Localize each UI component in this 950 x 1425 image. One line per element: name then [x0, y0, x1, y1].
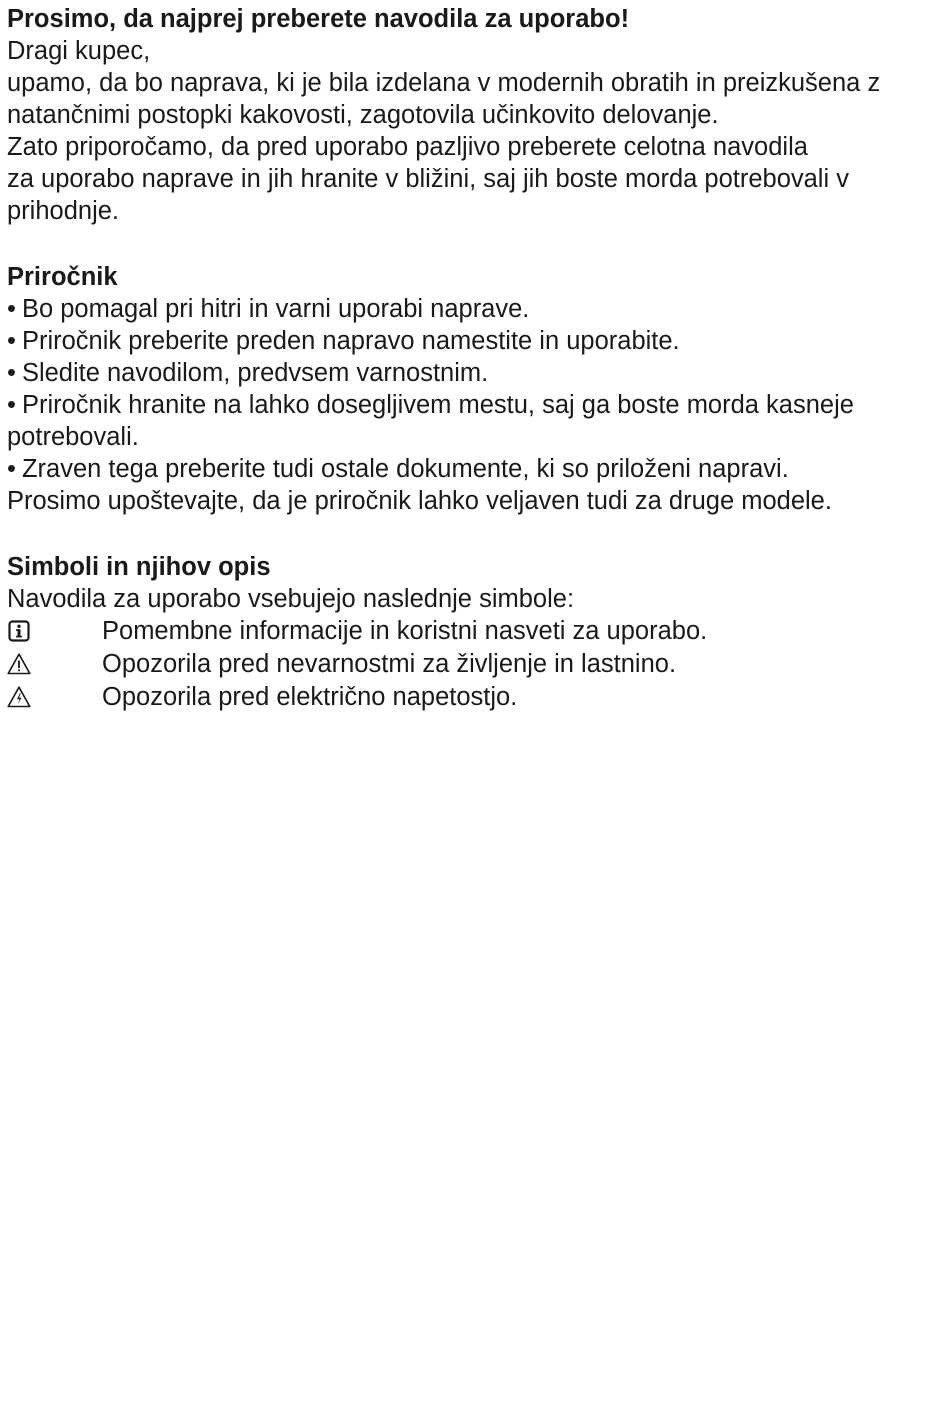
- intro-line: Zato priporočamo, da pred uporabo pazljivo preberete celotna navodila: [7, 133, 808, 161]
- symbol-description: Pomembne informacije in koristni nasveti za uporabo.: [102, 617, 708, 645]
- bullet-dot: •: [7, 391, 16, 419]
- manual-bullet-text: Priročnik preberite preden napravo namestite in uporabite.: [21, 327, 680, 355]
- warning-triangle-icon: [7, 652, 31, 676]
- symbols-intro: Navodila za uporabo vsebujejo naslednje simbole:: [7, 585, 575, 613]
- intro-line: upamo, da bo naprava, ki je bila izdelana v modernih obratih in preizkušena z: [7, 69, 881, 97]
- manual-bullet-text: Zraven tega preberite tudi ostale dokumente, ki so priloženi napravi.: [21, 455, 789, 483]
- manual-bullet: [7, 389, 937, 421]
- symbol-row-warning: [7, 648, 937, 681]
- intro-line: prihodnje.: [7, 197, 119, 225]
- section-gap: [7, 517, 937, 551]
- electric-warning-icon: [7, 685, 31, 709]
- bullet-dot: •: [7, 327, 16, 355]
- intro-title: Prosimo, da najprej preberete navodila za uporabo!: [7, 5, 630, 33]
- intro-line: Dragi kupec,: [7, 37, 151, 65]
- manual-bullet: [7, 453, 937, 485]
- manual-bullet: [7, 357, 937, 389]
- bullet-dot: •: [7, 295, 16, 323]
- manual-bullet-text: Priročnik hranite na lahko dosegljivem mestu, saj ga boste morda kasneje: [21, 391, 854, 419]
- manual-note: Prosimo upoštevajte, da je priročnik lahko veljaven tudi za druge modele.: [7, 487, 832, 515]
- bullet-dot: •: [7, 359, 16, 387]
- symbol-description: Opozorila pred električno napetostjo.: [102, 683, 518, 711]
- info-icon: [7, 619, 31, 643]
- manual-bullet-text: Bo pomagal pri hitri in varni uporabi naprave.: [21, 295, 530, 323]
- symbol-description: Opozorila pred nevarnostmi za življenje in lastnino.: [102, 650, 677, 678]
- bullet-dot: •: [7, 455, 16, 483]
- intro-line: natančnimi postopki kakovosti, zagotovila učinkovito delovanje.: [7, 101, 719, 129]
- manual-bullet-text: Sledite navodilom, predvsem varnostnim.: [21, 359, 489, 387]
- manual-bullet: [7, 293, 937, 325]
- symbol-row-electric: [7, 681, 937, 714]
- manual-bullet: [7, 325, 937, 357]
- manual-title: Priročnik: [7, 263, 118, 291]
- document-page: [7, 3, 937, 714]
- symbol-row-info: [7, 615, 937, 648]
- symbols-title: Simboli in njihov opis: [7, 553, 271, 581]
- manual-bullet-continuation: potrebovali.: [7, 423, 139, 451]
- section-gap: [7, 227, 937, 261]
- intro-line: za uporabo naprave in jih hranite v bližini, saj jih boste morda potrebovali v: [7, 165, 849, 193]
